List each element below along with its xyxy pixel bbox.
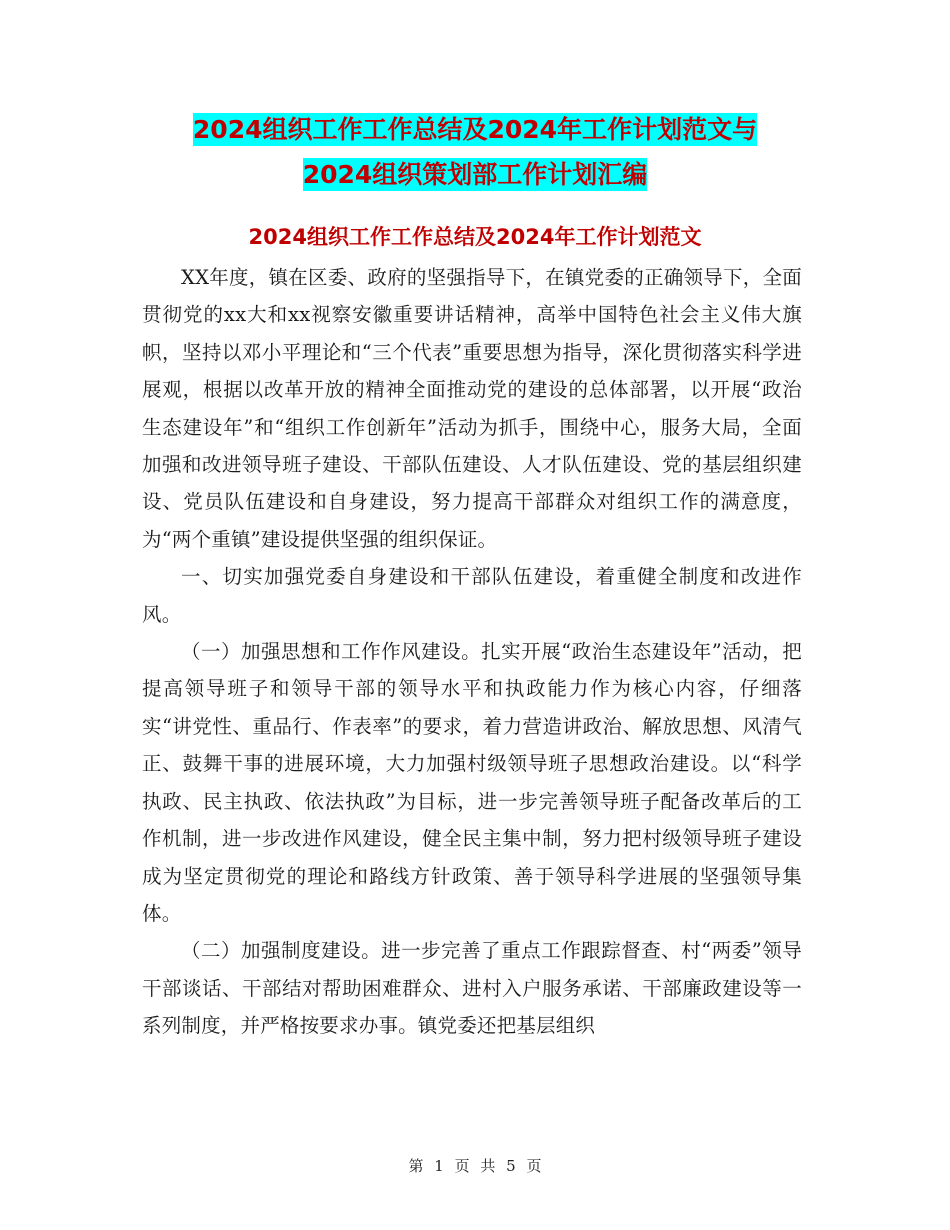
paragraph-heading-1: 一、切实加强党委自身建设和干部队伍建设，着重健全制度和改进作风。 [142,565,802,626]
paragraph-item-1: （一）加强思想和工作作风建设。扎实开展“政治生态建设年”活动，把提高领导班子和领导干部的领导水平和执政能力作为核心内容，仔细落实“讲党性、重品行、作表率”的要求，着力营造讲政治、解放思想、风清气正、鼓舞干事的进展环境，大力加强村级领导班子思想政治建设。以“科学执政、民主执政、依法执政”为目标，进一步完善领导班子配备改革后的工作机制，进一步改进作风建设，健全民主集中制，努力把村级领导班子建设成为坚定贯彻党的理论和路线方针政策、善于领导科学进展的坚强领导集体。 [142,640,802,925]
main-title-line-1: 2024组织工作工作总结及2024年工作计划范文与 [192,115,758,144]
main-title-line-2: 2024组织策划部工作计划汇编 [302,160,648,189]
paragraph-item-2: （二）加强制度建设。进一步完善了重点工作跟踪督查、村“两委”领导干部谈话、干部结对帮助困难群众、进村入户服务承诺、干部廉政建设等一系列制度，并严格按要求办事。镇党委还把基层组织 [142,939,802,1038]
section-title: 2024组织工作工作总结及2024年工作计划范文 [248,225,702,249]
page-footer: 第 1 页 共 5 页 [408,1157,542,1175]
document-body [142,259,802,1045]
paragraph-intro: XX年度，镇在区委、政府的坚强指导下，在镇党委的正确领导下，全面贯彻党的xx大和xx视察安徽重要讲话精神，高举中国特色社会主义伟大旗帜，坚持以邓小平理论和“三个代表”重要思想为指导，深化贯彻落实科学进展观，根据以改革开放的精神全面推动党的建设的总体部署，以开展“政治生态建设年”和“组织工作创新年”活动为抓手，围绕中心，服务大局，全面加强和改进领导班子建设、干部队伍建设、人才队伍建设、党的基层组织建设、党员队伍建设和自身建设，努力提高干部群众对组织工作的满意度，为“两个重镇”建设提供坚强的组织保证。 [142,266,802,551]
